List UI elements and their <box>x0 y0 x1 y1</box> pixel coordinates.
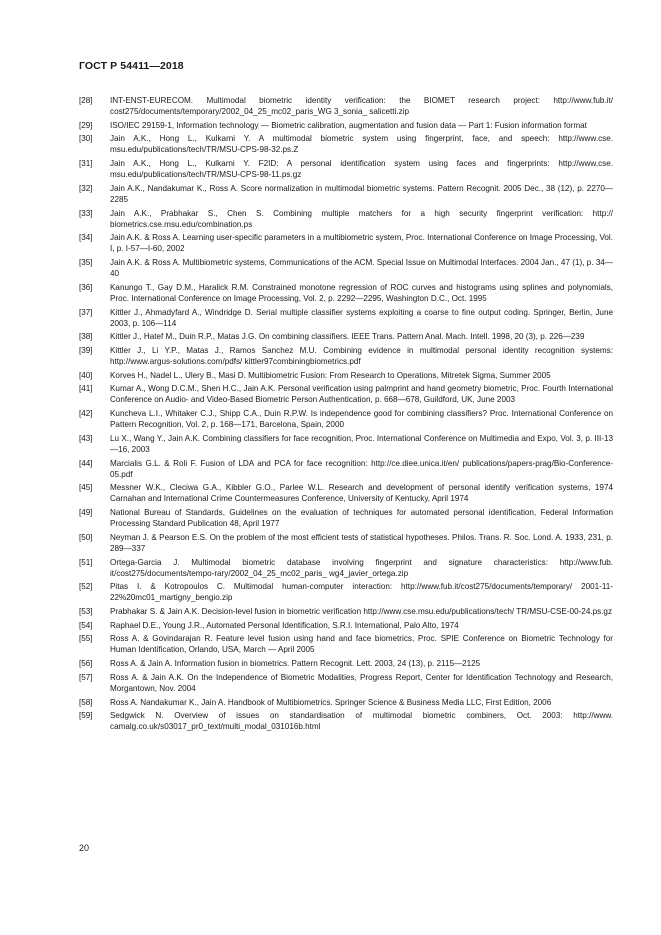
reference-item <box>79 658 613 669</box>
reference-number: [51] <box>79 557 93 567</box>
reference-item <box>79 557 613 579</box>
bibliography-list <box>79 95 613 735</box>
reference-item <box>79 120 613 131</box>
reference-number: [57] <box>79 672 93 682</box>
reference-text: Marcialis G.L. & Roli F. Fusion of LDA and PCA for face recognition: http://ce.diee.unica.it/en/ publications/papers-prag/Bio-Conference-05.pdf <box>110 458 613 479</box>
reference-text: Jain A.K. & Ross A. Learning user-specific parameters in a multibiometric system, Proc. International Conference on Image Processing, Vol. I, p. I-57—I-60, 2002 <box>110 233 613 254</box>
reference-number: [32] <box>79 183 93 193</box>
reference-item <box>79 257 613 279</box>
reference-item <box>79 482 613 504</box>
reference-item <box>79 458 613 480</box>
reference-item <box>79 331 613 342</box>
reference-text: Pitas I. & Kotropoulos C. Multimodal human-computer interaction: http://www.fub.it/cost275/documents/temporary/ 2001-11-22%20mc01_martigny_bengio.zip <box>110 582 613 603</box>
reference-text: Jain A.K., Prabhakar S., Chen S. Combining multiple matchers for a high security fingerprint verification: http:// biometrics.cse.msu.edu/combination.ps <box>110 208 613 229</box>
reference-item <box>79 408 613 430</box>
reference-number: [30] <box>79 134 93 144</box>
reference-text: Kumar A., Wong D.C.M., Shen H.C., Jain A.K. Personal verification using palmprint and hand geometry biometric, Proc. Fourth International Conference on Audio- and Video-Based Biometric Person Authentication, p. 668—678, Guildford, UK, June 2003 <box>110 384 613 405</box>
reference-text: Ross A. & Jain A.K. On the Independence of Biometric Modalities, Progress Report, Center for Identification Technology and Research, Morgantown, Nov. 2004 <box>110 672 613 693</box>
reference-number: [54] <box>79 620 93 630</box>
reference-text: Jain A.K., Nandakumar K., Ross A. Score normalization in multimodal biometric systems. Pattern Recognit. 2005 Dec., 38 (12), p. 2270—2285 <box>110 183 613 204</box>
reference-item <box>79 433 613 455</box>
reference-item <box>79 383 613 405</box>
reference-number: [45] <box>79 483 93 493</box>
reference-text: Lu X., Wang Y., Jain A.K. Combining classifiers for face recognition, Proc. International Conference on Multimedia and Expo, Vol. 3, p. III-13—16, 2003 <box>110 433 613 454</box>
reference-text: Jain A.K., Hong L., Kulkarni Y. F2ID: A personal identification system using faces and fingerprints: http://www.cse. msu.edu/publications/tech/TR/MSU-CPS-98-11.ps.gz <box>110 159 613 180</box>
reference-item <box>79 133 613 155</box>
reference-number: [31] <box>79 159 93 169</box>
reference-number: [41] <box>79 384 93 394</box>
reference-number: [40] <box>79 370 93 380</box>
reference-item <box>79 95 613 117</box>
reference-item <box>79 581 613 603</box>
reference-item <box>79 620 613 631</box>
reference-number: [55] <box>79 634 93 644</box>
reference-number: [50] <box>79 532 93 542</box>
reference-text: Ross A. Nandakumar K., Jain A. Handbook of Multibiometrics. Springer Science & Business Media LLC, First Edition, 2006 <box>110 697 552 707</box>
reference-number: [56] <box>79 659 93 669</box>
reference-text: National Bureau of Standards, Guidelines on the evaluation of techniques for automated personal identification, Federal Information Processing Standard Publication 48, April 1977 <box>110 508 613 529</box>
reference-item <box>79 307 613 329</box>
reference-text: Kittler J., Ahmadyfard A., Windridge D. Serial multiple classifier systems exploiting a coarse to fine output coding. Springer, Berlin, June 2003, p. 106—114 <box>110 307 613 328</box>
reference-item <box>79 507 613 529</box>
reference-text: Kanungo T., Gay D.M., Haralick R.M. Constrained monotone regression of ROC curves and histograms using splines and polynomials, Proc. International Conference on Image Processing, Vol. 2, p. 2292—2295, Washington D.C., Oct. 1995 <box>110 282 613 303</box>
reference-item <box>79 633 613 655</box>
reference-item <box>79 282 613 304</box>
reference-number: [53] <box>79 607 93 617</box>
reference-number: [59] <box>79 711 93 721</box>
reference-item <box>79 208 613 230</box>
reference-number: [52] <box>79 582 93 592</box>
reference-item <box>79 232 613 254</box>
reference-number: [37] <box>79 307 93 317</box>
reference-number: [28] <box>79 96 93 105</box>
reference-text: INT-ENST-EURECOM. Multimodal biometric identity verification: the BIOMET research project: http://www.fub.it/ cost275/documents/temporary/2002_04_25_mc02_paris_WG 3_sonia_ salicetti.zip <box>110 96 613 117</box>
reference-text: ISO/IEC 29159-1, Information technology — Biometric calibration, augmentation and fusion data — Part 1: Fusion information format <box>110 120 587 130</box>
reference-text: Ross A. & Govindarajan R. Feature level fusion using hand and face biometrics, Proc. SPIE Conference on Biometric Technology for Human Identification, Orlando, USA, March — April 2005 <box>110 634 613 655</box>
reference-text: Korves H., Nadel L., Ulery B., Masi D. Multibiometric Fusion: From Research to Operations, Mitretek Sigma, Summer 2005 <box>110 370 551 380</box>
reference-item <box>79 370 613 381</box>
reference-item <box>79 606 613 617</box>
reference-item <box>79 672 613 694</box>
reference-text: Prabhakar S. & Jain A.K. Decision-level fusion in biometric verification http://www.cse.msu.edu/publications/tech/ TR/MSU-CSE-00-24.ps.gz <box>110 607 613 617</box>
reference-number: [29] <box>79 120 93 130</box>
reference-text: Ortega-Garcia J. Multimodal biometric database involving fingerprint and signature characteristics: http://www.fub. it/cost275/documents/tempo-rary/2002_04_25_mc02_paris_ wg4_javier_ortega.zip <box>110 557 613 578</box>
reference-number: [34] <box>79 233 93 243</box>
reference-item <box>79 345 613 367</box>
reference-number: [36] <box>79 282 93 292</box>
reference-text: Jain A.K. & Ross A. Multibiometric systems, Communications of the ACM. Special Issue on Multimodal Interfaces. 2004 Jan., 47 (1), p. 34—40 <box>110 258 613 279</box>
reference-text: Messner W.K., Cleciwa G.A., Kibbler G.O., Parlee W.L. Research and development of personal identify verification systems, 1974 Carnahan and International Crime Countermeasures Conference, University of Kentucky, April 1974 <box>110 483 613 504</box>
reference-text: Ross A. & Jain A. Information fusion in biometrics. Pattern Recognit. Lett. 2003, 24 (13), p. 2115—2125 <box>110 659 481 669</box>
reference-text: Kittler J., Hatef M., Duin R.P., Matas J.G. On combining classifiers. IEEE Trans. Pattern Anal. Mach. Intell. 1998, 20 (3), p. 226—239 <box>110 332 585 342</box>
reference-number: [35] <box>79 258 93 268</box>
reference-number: [49] <box>79 508 93 518</box>
reference-number: [42] <box>79 409 93 419</box>
reference-item <box>79 183 613 205</box>
document-header-title: ГОСТ Р 54411—2018 <box>79 60 184 72</box>
reference-text: Kittler J., Li Y.P., Matas J., Ramos Sanchez M.U. Combining evidence in multimodal personal identity recognition systems: http://www.argus-solutions.com/pdfs/ kittler97combiningbiometrics.pdf <box>110 345 613 367</box>
reference-number: [43] <box>79 433 93 443</box>
reference-number: [39] <box>79 345 93 355</box>
reference-item <box>79 532 613 554</box>
reference-item <box>79 710 613 732</box>
reference-text: Neyman J. & Pearson E.S. On the problem of the most efficient tests of statistical hypotheses. Philos. Trans. R. Soc. Lond. A. 1933, 231, p. 289—337 <box>110 532 613 553</box>
reference-text: Raphael D.E., Young J.R., Automated Personal Identification, S.R.I. International, Palo Alto, 1974 <box>110 620 459 630</box>
reference-number: [44] <box>79 458 93 468</box>
reference-number: [38] <box>79 332 93 342</box>
reference-number: [58] <box>79 697 93 707</box>
reference-text: Kuncheva L.I., Whitaker C.J., Shipp C.A., Duin R.P.W. Is independence good for combining classifiers? Proc. International Conference on Pattern Recognition, Vol. 2, p. 168—171, Barcelona, Spain, 2000 <box>110 409 613 430</box>
reference-item <box>79 697 613 708</box>
reference-item <box>79 158 613 180</box>
page-number: 20 <box>79 843 90 853</box>
reference-text: Jain A.K., Hong L., Kulkarni Y. A multimodal biometric system using fingerprint, face, and speech: http://www.cse. msu.edu/publications/tech/TR/MSU-CPS-98-32.ps.Z <box>110 134 613 155</box>
reference-number: [33] <box>79 208 93 218</box>
reference-text: Sedgwick N. Overview of issues on standardisation of multimodal biometric combiners, Oct. 2003: http://www. camalg.co.uk/s03017_pr0_text/multi_modal_031016b.html <box>110 711 613 732</box>
